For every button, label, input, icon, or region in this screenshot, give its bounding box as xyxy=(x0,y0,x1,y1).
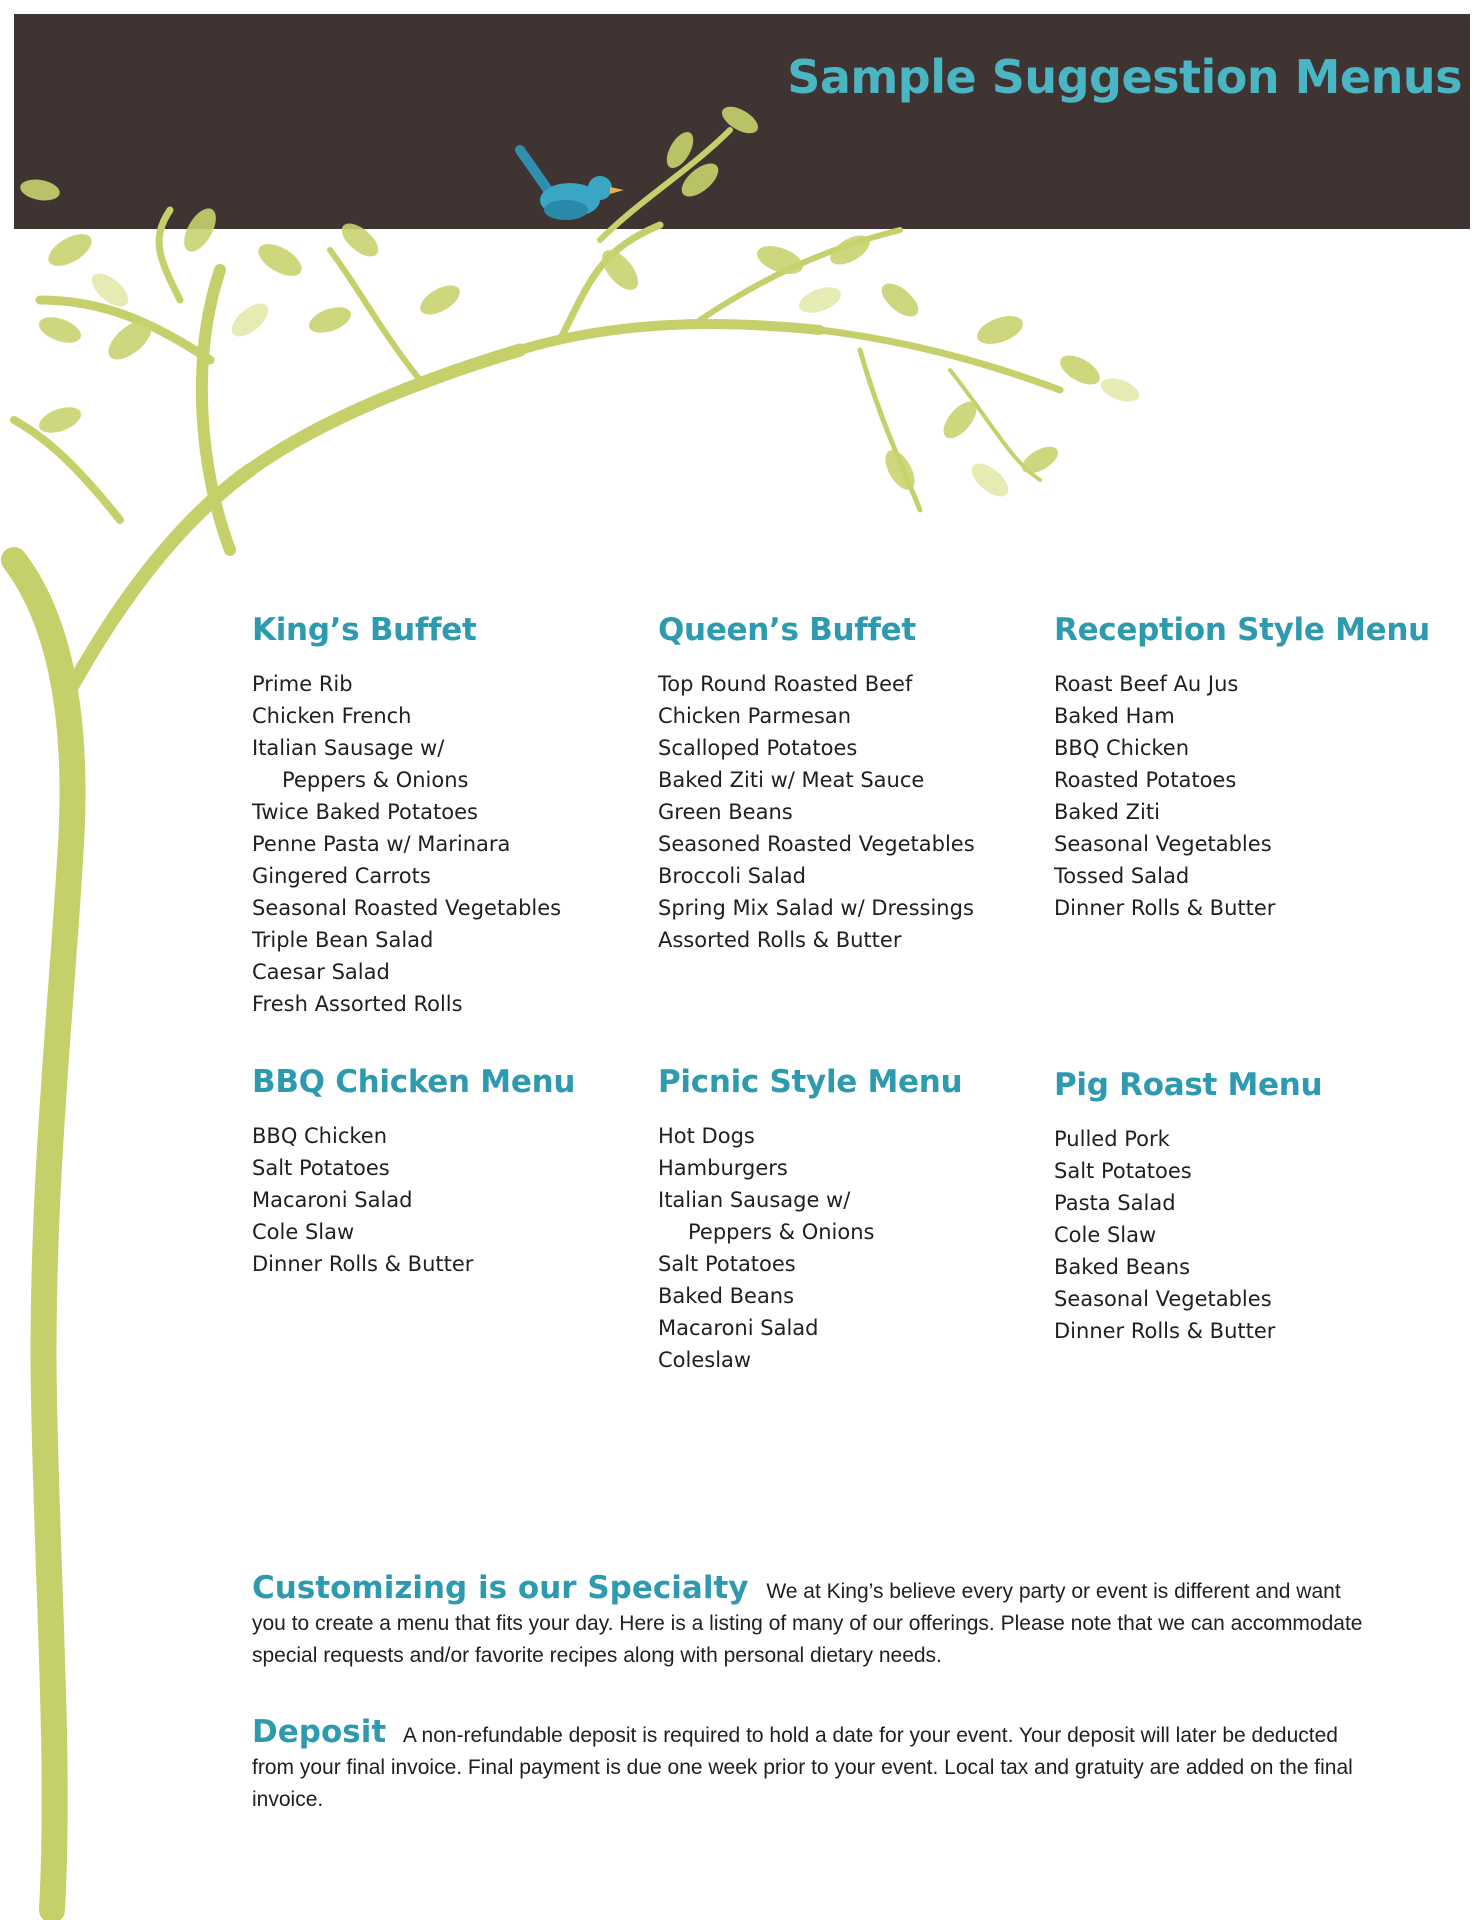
menu-item: Roast Beef Au Jus xyxy=(1054,672,1239,696)
customizing-text: We at King’s believe every party or event is different and want you to create a menu that fits your day. Here is a listing of many of our offerings. Please note that we can accommodate special requests and/or favorite recipes along with personal dietary needs. xyxy=(252,1580,1363,1667)
menu-item: BBQ Chicken xyxy=(1054,736,1190,760)
menu-item-list xyxy=(1054,1123,1322,1347)
menu-item: Assorted Rolls & Butter xyxy=(658,928,902,952)
menu-heading: Picnic Style Menu xyxy=(658,1064,963,1100)
menu-queens-buffet xyxy=(658,612,975,956)
menu-item: Baked Ham xyxy=(1054,704,1175,728)
menu-item: Cole Slaw xyxy=(1054,1223,1157,1247)
menu-item: Seasonal Vegetables xyxy=(1054,832,1272,856)
menu-bbq-chicken xyxy=(252,1064,575,1280)
menu-item: Seasoned Roasted Vegetables xyxy=(658,832,975,856)
menu-item: Top Round Roasted Beef xyxy=(658,672,913,696)
menu-item: Scalloped Potatoes xyxy=(658,736,858,760)
menu-item: Baked Ziti w/ Meat Sauce xyxy=(658,768,925,792)
menu-item: Tossed Salad xyxy=(1054,864,1190,888)
customizing-heading: Customizing is our Specialty xyxy=(252,1570,749,1606)
menu-item: Twice Baked Potatoes xyxy=(252,800,478,824)
menu-item: Triple Bean Salad xyxy=(252,928,434,952)
bird-icon xyxy=(520,150,624,220)
menu-heading: BBQ Chicken Menu xyxy=(252,1064,576,1100)
menu-item: Macaroni Salad xyxy=(252,1188,413,1212)
menu-item: Baked Beans xyxy=(658,1284,795,1308)
menu-item: Baked Beans xyxy=(1054,1255,1191,1279)
menu-item: Roasted Potatoes xyxy=(1054,768,1237,792)
customizing-section xyxy=(252,1572,1377,1672)
menu-item: Peppers & Onions xyxy=(688,1220,875,1244)
menu-item: Peppers & Onions xyxy=(282,768,469,792)
deposit-section xyxy=(252,1716,1377,1816)
menu-item: Italian Sausage w/ xyxy=(658,1188,851,1212)
menu-item: Salt Potatoes xyxy=(658,1252,796,1276)
menu-item: BBQ Chicken xyxy=(252,1124,388,1148)
menu-item: Prime Rib xyxy=(252,672,353,696)
menu-heading: Queen’s Buffet xyxy=(658,612,916,648)
menu-item: Broccoli Salad xyxy=(658,864,806,888)
menu-item: Salt Potatoes xyxy=(1054,1159,1192,1183)
menu-item: Fresh Assorted Rolls xyxy=(252,992,463,1016)
page-title: Sample Suggestion Menus xyxy=(787,50,1462,104)
menu-item: Coleslaw xyxy=(658,1348,752,1372)
menu-item: Dinner Rolls & Butter xyxy=(1054,896,1276,920)
menu-item: Salt Potatoes xyxy=(252,1156,390,1180)
menu-kings-buffet xyxy=(252,612,561,1020)
menu-picnic-style xyxy=(658,1064,962,1376)
menu-item: Chicken Parmesan xyxy=(658,704,852,728)
menu-item: Cole Slaw xyxy=(252,1220,355,1244)
menu-item: Penne Pasta w/ Marinara xyxy=(252,832,511,856)
menu-item: Dinner Rolls & Butter xyxy=(1054,1319,1276,1343)
menu-item-list xyxy=(252,668,561,1020)
menu-item: Hot Dogs xyxy=(658,1124,755,1148)
menu-item: Gingered Carrots xyxy=(252,864,431,888)
menu-item: Dinner Rolls & Butter xyxy=(252,1252,474,1276)
menu-item-list xyxy=(1054,668,1430,924)
menu-item-list xyxy=(658,668,975,956)
menu-item: Seasonal Vegetables xyxy=(1054,1287,1272,1311)
deposit-text: A non-refundable deposit is required to hold a date for your event. Your deposit will later be deducted from your final invoice. Final payment is due one week prior to your event. Local tax and gratuity are added on the final invoice. xyxy=(252,1724,1353,1811)
deposit-heading: Deposit xyxy=(252,1714,387,1750)
menu-item: Spring Mix Salad w/ Dressings xyxy=(658,896,974,920)
menu-item: Seasonal Roasted Vegetables xyxy=(252,896,562,920)
menu-heading: Pig Roast Menu xyxy=(1054,1067,1323,1103)
menu-item: Pulled Pork xyxy=(1054,1127,1170,1151)
menu-item: Chicken French xyxy=(252,704,412,728)
menu-item: Baked Ziti xyxy=(1054,800,1160,824)
menu-item: Green Beans xyxy=(658,800,793,824)
menu-item: Italian Sausage w/ xyxy=(252,736,445,760)
menu-reception-style xyxy=(1054,612,1430,924)
menu-heading: Reception Style Menu xyxy=(1054,612,1430,648)
menu-item: Hamburgers xyxy=(658,1156,788,1180)
menu-item: Pasta Salad xyxy=(1054,1191,1176,1215)
menu-heading: King’s Buffet xyxy=(252,612,477,648)
menu-item-list xyxy=(252,1120,575,1280)
menu-pig-roast xyxy=(1054,1067,1322,1347)
menu-item: Macaroni Salad xyxy=(658,1316,819,1340)
menu-item-list xyxy=(658,1120,962,1376)
menu-item: Caesar Salad xyxy=(252,960,390,984)
